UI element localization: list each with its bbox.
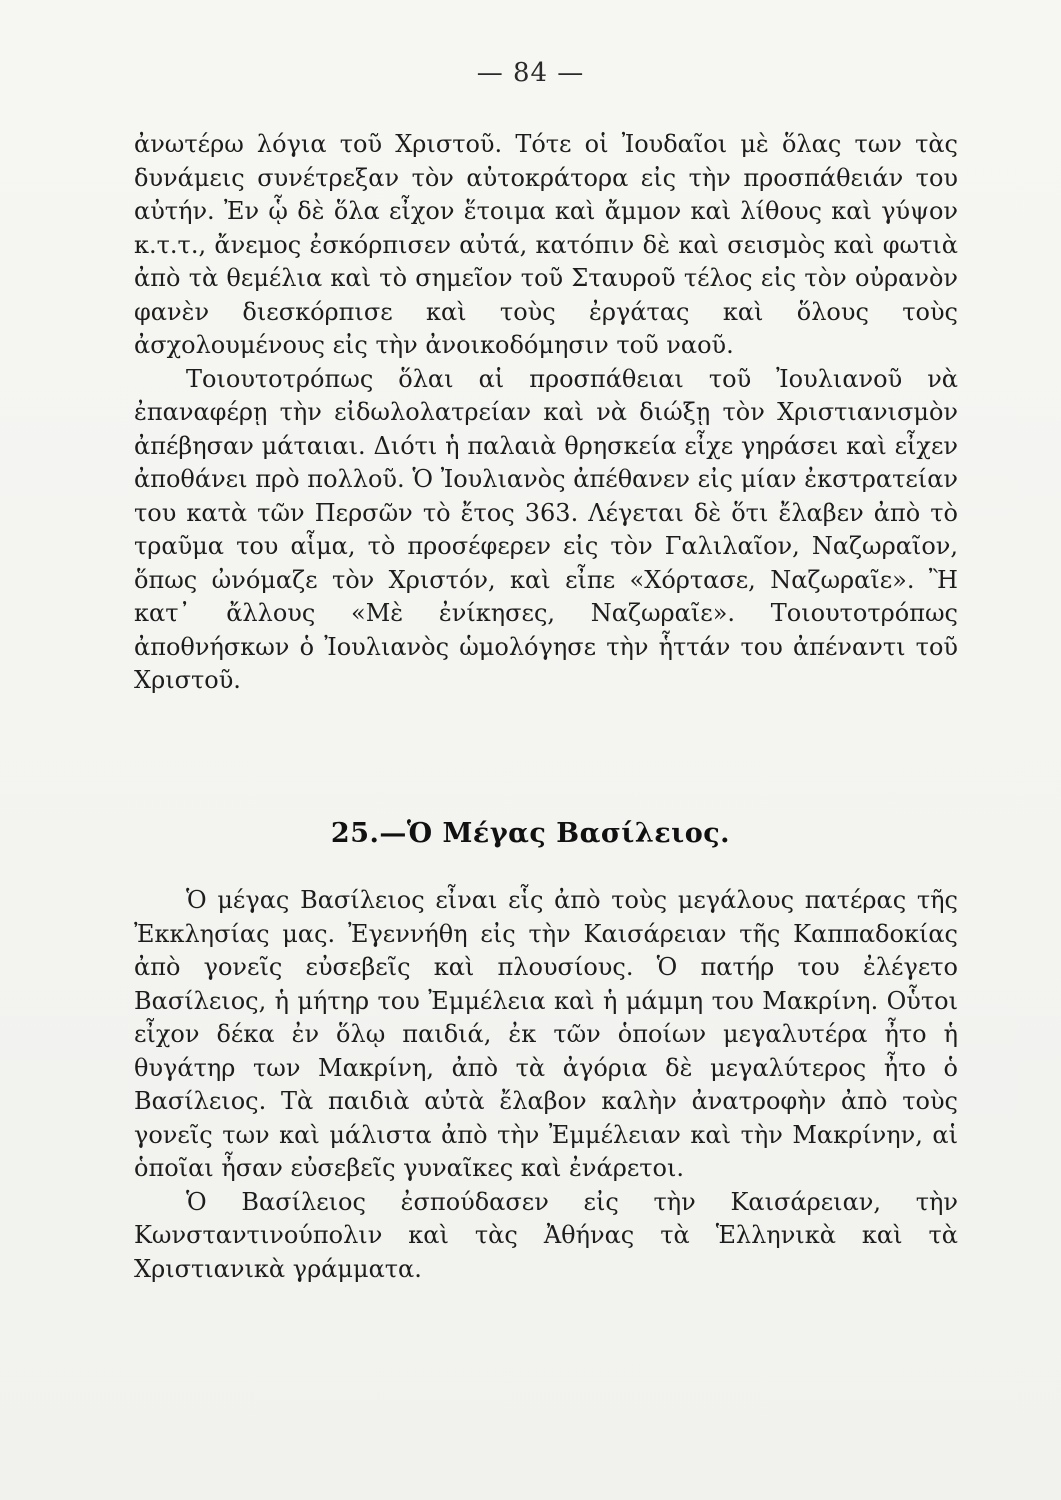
paragraph: Ὁ μέγας Βασίλειος εἶναι εἷς ἀπὸ τοὺς μεγάλους πατέρας τῆς Ἐκκλησίας μας. Ἐγεννήθη εἰς τὴν Καισάρειαν τῆς Καππαδοκίας ἀπὸ γονεῖς εὐσεβεῖς καὶ πλουσίους. Ὁ πατήρ του ἐλέγετο Βασίλειος, ἡ μήτηρ του Ἐμμέλεια καὶ ἡ μάμμη του Μακρίνη. Οὗτοι εἶχον δέκα ἐν ὅλῳ παιδιά, ἐκ τῶν ὁποίων μεγαλυτέρα ἦτο ἡ θυγάτηρ των Μακρίνη, ἀπὸ τὰ ἀγόρια δὲ μεγαλύτερος ἦτο ὁ Βασίλειος. Τὰ παιδιὰ αὐτὰ ἔλαβον καλὴν ἀνατροφὴν ἀπὸ τοὺς γονεῖς των καὶ μάλιστα ἀπὸ τὴν Ἐμμέλειαν καὶ τὴν Μακρίνην, αἱ ὁποῖαι ἦσαν εὐσεβεῖς γυναῖκες καὶ ἐνάρετοι. (134, 886, 958, 1182)
page-number: — 84 — (476, 58, 585, 88)
paragraph: Ὁ Βασίλειος ἐσπούδασεν εἰς τὴν Καισάρειαν, τὴν Κωνσταντινούπολιν καὶ τὰς Ἀθήνας τὰ Ἑλληνικὰ καὶ τὰ Χριστιανικὰ γράμματα. (134, 1187, 958, 1283)
paragraph: ἀνωτέρω λόγια τοῦ Χριστοῦ. Τότε οἱ Ἰουδαῖοι μὲ ὅλας των τὰς δυνάμεις συνέτρεξαν τὸν αὐτοκράτορα εἰς τὴν προσπάθειάν του αὐτήν. Ἐν ᾧ δὲ ὅλα εἶχον ἕτοιμα καὶ ἄμμον καὶ λίθους καὶ γύψον κ.τ.τ., ἄνεμος ἐσκόρπισεν αὐτά, κατόπιν δὲ καὶ σεισμὸς καὶ φωτιὰ ἀπὸ τὰ θεμέλια καὶ τὸ σημεῖον τοῦ Σταυροῦ τέλος εἰς τὸν οὐρανὸν φανὲν διεσκόρπισε καὶ τοὺς ἐργάτας καὶ ὅλους τοὺς ἀσχολουμένους εἰς τὴν ἀνοικοδόμησιν τοῦ ναοῦ. (134, 130, 958, 359)
text-block-bottom (134, 884, 958, 1286)
paragraph: Τοιουτοτρόπως ὅλαι αἱ προσπάθειαι τοῦ Ἰουλιανοῦ νὰ ἐπαναφέρῃ τὴν εἰδωλολατρείαν καὶ νὰ διώξῃ τὸν Χριστιανισμὸν ἀπέβησαν μάταιαι. Διότι ἡ παλαιὰ θρησκεία εἶχε γηράσει καὶ εἶχεν ἀποθάνει πρὸ πολλοῦ. Ὁ Ἰουλιανὸς ἀπέθανεν εἰς μίαν ἐκστρατείαν του κατὰ τῶν Περσῶν τὸ ἔτος 363. Λέγεται δὲ ὅτι ἔλαβεν ἀπὸ τὸ τραῦμα του αἷμα, τὸ προσέφερεν εἰς τὸν Γαλιλαῖον, Ναζωραῖον, ὅπως ὠνόμαζε τὸν Χριστόν, καὶ εἶπε «Χόρτασε, Ναζωραῖε». Ἢ κατ᾽ ἄλλους «Μὲ ἐνίκησες, Ναζωραῖε». Τοιουτοτρόπως ἀποθνήσκων ὁ Ἰουλιανὸς ὡμολόγησε τὴν ἧττάν του ἀπέναντι τοῦ Χριστοῦ. (134, 364, 958, 694)
section-heading: 25.—Ὁ Μέγας Βασίλειος. (330, 818, 731, 849)
text-block-top (134, 128, 958, 698)
